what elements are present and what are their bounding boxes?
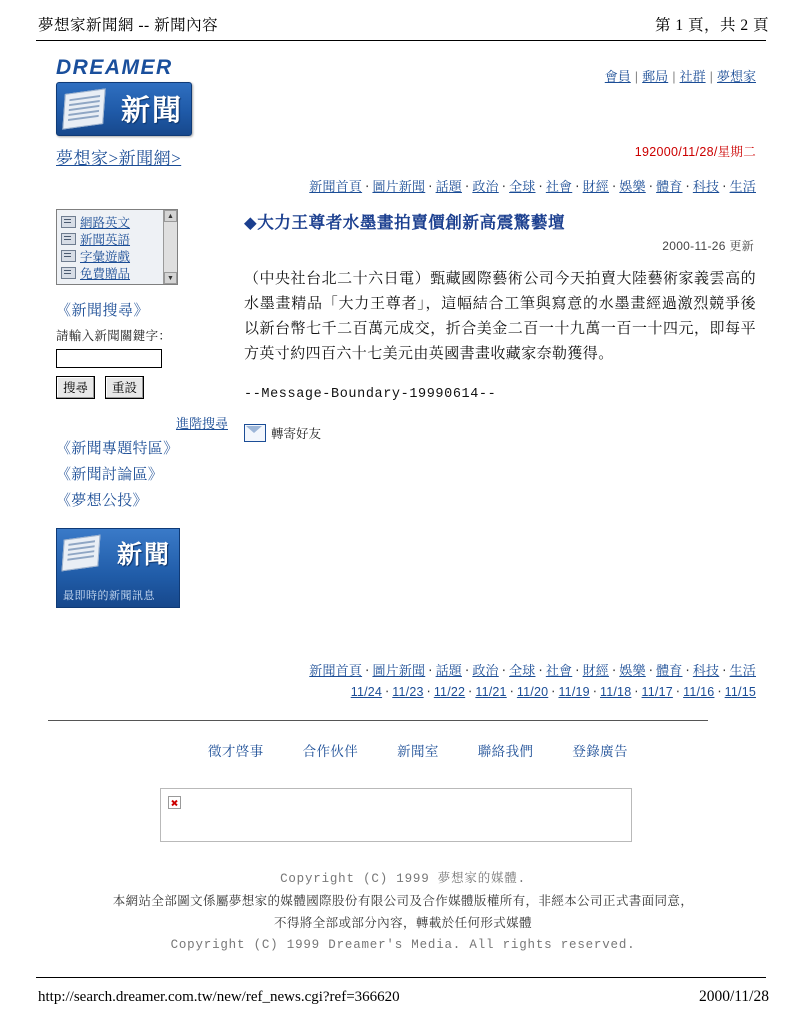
search-field-label: 請輸入新聞關鍵字： xyxy=(56,329,172,343)
member-link-2[interactable]: 社群 xyxy=(679,69,706,84)
category-link-bottom-10[interactable]: 生活 xyxy=(729,663,756,678)
sidebar-item-label: 網路英文 xyxy=(80,215,131,230)
sidebar-item-news-english[interactable] xyxy=(61,230,175,247)
copyright-line-1: Copyright (C) 1999 夢想家的媒體. xyxy=(280,872,526,886)
nav-dot: ‧ xyxy=(428,663,433,678)
search-buttons xyxy=(56,376,238,399)
dreamer-wordmark: DREAMER xyxy=(56,56,173,79)
date-link-9[interactable]: 11/15 xyxy=(724,685,756,699)
newspaper-icon xyxy=(62,88,105,129)
nav-dot: ‧ xyxy=(465,179,470,194)
footer-divider-print xyxy=(36,977,766,978)
category-link-6[interactable]: 財經 xyxy=(582,179,609,194)
sidebar-link-special-topics[interactable]: 《新聞專題特區》 xyxy=(56,441,179,457)
footer-divider xyxy=(48,720,708,721)
nav-dot: ‧ xyxy=(612,179,617,194)
reset-button[interactable]: 重設 xyxy=(105,376,144,399)
category-link-bottom-8[interactable]: 體育 xyxy=(656,663,683,678)
nav-dot: ‧ xyxy=(468,685,473,699)
list-bullet-icon xyxy=(61,267,76,279)
print-footer xyxy=(0,982,801,1012)
article xyxy=(244,209,756,442)
breadcrumb[interactable]: 夢想家>新聞網> xyxy=(56,149,182,168)
link-separator: | xyxy=(634,69,639,84)
category-link-9[interactable]: 科技 xyxy=(692,179,720,194)
sidebar-item-label: 免費贈品 xyxy=(80,266,131,281)
news-promo-banner[interactable] xyxy=(56,528,180,608)
category-link-bottom-4[interactable]: 全球 xyxy=(509,663,536,678)
date-link-7[interactable]: 11/17 xyxy=(641,685,673,699)
main-columns xyxy=(48,209,758,629)
nav-dot: ‧ xyxy=(509,685,514,699)
promo-tagline: 最即時的新聞訊息 xyxy=(63,590,155,602)
category-link-bottom-9[interactable]: 科技 xyxy=(692,663,720,678)
date-link-5[interactable]: 11/19 xyxy=(558,685,590,699)
copyright-line-4: Copyright (C) 1999 Dreamer's Media. All rights reserved. xyxy=(170,938,636,952)
footer-link-contact[interactable]: 聯絡我們 xyxy=(477,744,534,759)
category-link-2[interactable]: 話題 xyxy=(435,179,462,194)
sidebar-scrollbar[interactable] xyxy=(163,210,177,284)
category-link-bottom-6[interactable]: 財經 xyxy=(582,663,609,678)
article-body: （中央社台北二十六日電）甄藏國際藝術公司今天拍賣大陸藝術家義雲高的水墨畫精品「大力王尊者」，這幅結合工筆與寫意的水墨畫經過激烈競爭後以新台幣七千二百萬元成交，折合美金二百一十九萬一百一十四元，即每平方英寸約四百六十七美元由英國書畫收藏家奈勒獲得。 xyxy=(244,271,756,362)
news-logo-text: 新聞 xyxy=(120,95,183,127)
category-link-0[interactable]: 新聞首頁 xyxy=(309,179,363,194)
nav-dot: ‧ xyxy=(501,179,507,194)
copyright-line-3: 不得將全部或部分內容，轉載於任何形式媒體 xyxy=(273,916,532,930)
nav-dot: ‧ xyxy=(685,663,690,678)
nav-dot: ‧ xyxy=(426,685,431,699)
member-link-1[interactable]: 郵局 xyxy=(642,69,669,84)
category-link-bottom-5[interactable]: 社會 xyxy=(545,663,573,678)
nav-dot: ‧ xyxy=(538,179,543,194)
category-link-3[interactable]: 政治 xyxy=(472,179,499,194)
promo-logo-text: 新聞 xyxy=(116,541,171,569)
category-link-bottom-3[interactable]: 政治 xyxy=(472,663,499,678)
sidebar-item-label: 字彙遊戲 xyxy=(80,249,131,264)
footer-link-advertise[interactable]: 登錄廣告 xyxy=(572,744,628,759)
forward-label: 轉寄好友 xyxy=(271,427,322,441)
newspaper-icon xyxy=(62,535,101,572)
nav-dot: ‧ xyxy=(592,685,597,699)
copyright-line-2: 本網站全部圖文係屬夢想家的媒體國際股份有限公司及合作媒體版權所有，非經本公司正式書面同意， xyxy=(112,894,694,908)
news-logo[interactable] xyxy=(56,82,192,136)
article-headline: ◆大力王尊者水墨畫拍賣價創新高震驚藝壇 xyxy=(244,213,566,232)
print-header-title: 夢想家新聞網 -- 新聞內容 xyxy=(38,17,219,34)
sidebar-item-english-web[interactable] xyxy=(61,213,175,230)
category-link-8[interactable]: 體育 xyxy=(656,179,683,194)
sidebar xyxy=(56,209,238,608)
nav-dot: ‧ xyxy=(465,663,470,678)
date-archive-nav xyxy=(56,684,756,699)
sidebar-item-label: 新聞英語 xyxy=(80,232,131,247)
footer-link-newsroom[interactable]: 新聞室 xyxy=(397,744,439,759)
date-link-1[interactable]: 11/23 xyxy=(392,685,424,699)
scroll-down-icon[interactable]: ▼ xyxy=(164,272,177,284)
link-separator: | xyxy=(672,69,676,84)
nav-dot: ‧ xyxy=(501,663,507,678)
nav-dot: ‧ xyxy=(648,663,654,678)
footer-link-partners[interactable]: 合作伙伴 xyxy=(302,744,359,759)
forward-to-friend[interactable] xyxy=(244,424,756,442)
nav-dot: ‧ xyxy=(648,179,654,194)
list-bullet-icon xyxy=(61,216,76,228)
sidebar-item-vocab-game[interactable] xyxy=(61,247,175,264)
nav-dot: ‧ xyxy=(365,179,370,194)
category-link-7[interactable]: 娛樂 xyxy=(619,179,646,194)
date-link-8[interactable]: 11/16 xyxy=(683,685,715,699)
sidebar-link-poll[interactable]: 《夢想公投》 xyxy=(56,493,148,509)
category-link-10[interactable]: 生活 xyxy=(729,179,756,194)
category-nav-bottom xyxy=(56,660,756,699)
date-link-6[interactable]: 11/18 xyxy=(600,685,632,699)
member-links xyxy=(605,66,756,85)
category-link-bottom-7[interactable]: 娛樂 xyxy=(619,663,646,678)
date-link-2[interactable]: 11/22 xyxy=(433,685,466,699)
nav-dot: ‧ xyxy=(685,179,690,194)
member-link-3[interactable]: 夢想家 xyxy=(716,69,756,84)
nav-dot: ‧ xyxy=(612,663,617,678)
category-link-bottom-2[interactable]: 話題 xyxy=(435,663,462,678)
print-footer-date: 2000/11/28 xyxy=(698,988,769,1005)
nav-dot: ‧ xyxy=(575,179,580,194)
scroll-up-icon[interactable]: ▲ xyxy=(164,210,177,222)
category-link-bottom-1[interactable]: 圖片新聞 xyxy=(372,663,426,678)
sidebar-menu-box xyxy=(56,209,178,285)
envelope-icon xyxy=(244,424,266,442)
nav-dot: ‧ xyxy=(722,179,727,194)
date-link-0[interactable]: 11/24 xyxy=(350,685,383,699)
list-bullet-icon xyxy=(61,250,76,262)
category-link-1[interactable]: 圖片新聞 xyxy=(372,179,426,194)
advertisement-box[interactable] xyxy=(160,788,632,842)
category-nav-top xyxy=(48,176,758,195)
date-stamp: 192000/11/28/星期二 xyxy=(634,145,756,159)
broken-image-icon xyxy=(168,796,181,809)
nav-dot: ‧ xyxy=(717,685,722,699)
nav-dot: ‧ xyxy=(538,663,543,678)
nav-dot: ‧ xyxy=(575,663,580,678)
print-header xyxy=(0,10,801,38)
link-separator: | xyxy=(709,69,713,84)
nav-dot: ‧ xyxy=(634,685,639,699)
site-header xyxy=(48,48,758,140)
nav-dot: ‧ xyxy=(428,179,433,194)
date-link-4[interactable]: 11/20 xyxy=(516,685,549,699)
sidebar-link-discussion[interactable]: 《新聞討論區》 xyxy=(56,467,164,483)
print-footer-url: http://search.dreamer.com.tw/new/ref_news.cgi?ref=366620 xyxy=(38,988,400,1005)
date-link-3[interactable]: 11/21 xyxy=(475,685,507,699)
footer-link-jobs[interactable]: 徵才啓事 xyxy=(208,744,264,759)
breadcrumb-row xyxy=(48,140,758,174)
footer-links xyxy=(208,740,628,760)
list-bullet-icon xyxy=(61,233,76,245)
search-input[interactable] xyxy=(56,349,162,368)
search-button[interactable]: 搜尋 xyxy=(56,376,95,399)
nav-dot: ‧ xyxy=(551,685,556,699)
header-divider xyxy=(36,40,766,41)
nav-dot: ‧ xyxy=(675,685,681,699)
category-link-4[interactable]: 全球 xyxy=(509,179,536,194)
nav-dot: ‧ xyxy=(722,663,727,678)
web-page-content xyxy=(48,48,758,968)
message-boundary: --Message-Boundary-19990614-- xyxy=(244,387,497,402)
category-link-bottom-0[interactable]: 新聞首頁 xyxy=(309,663,363,678)
sidebar-item-free-gift[interactable] xyxy=(61,264,175,281)
advanced-search-link[interactable]: 進階搜尋 xyxy=(175,416,228,431)
category-link-5[interactable]: 社會 xyxy=(545,179,573,194)
print-page-number: 第 1 頁，共 2 頁 xyxy=(654,17,769,34)
copyright-block xyxy=(48,868,758,956)
article-updated-date: 2000-11-26 更新 xyxy=(662,239,754,253)
nav-dot: ‧ xyxy=(385,685,390,699)
search-section-title: 《新聞搜尋》 xyxy=(56,303,150,319)
member-link-0[interactable]: 會員 xyxy=(604,69,631,84)
nav-dot: ‧ xyxy=(365,663,370,678)
